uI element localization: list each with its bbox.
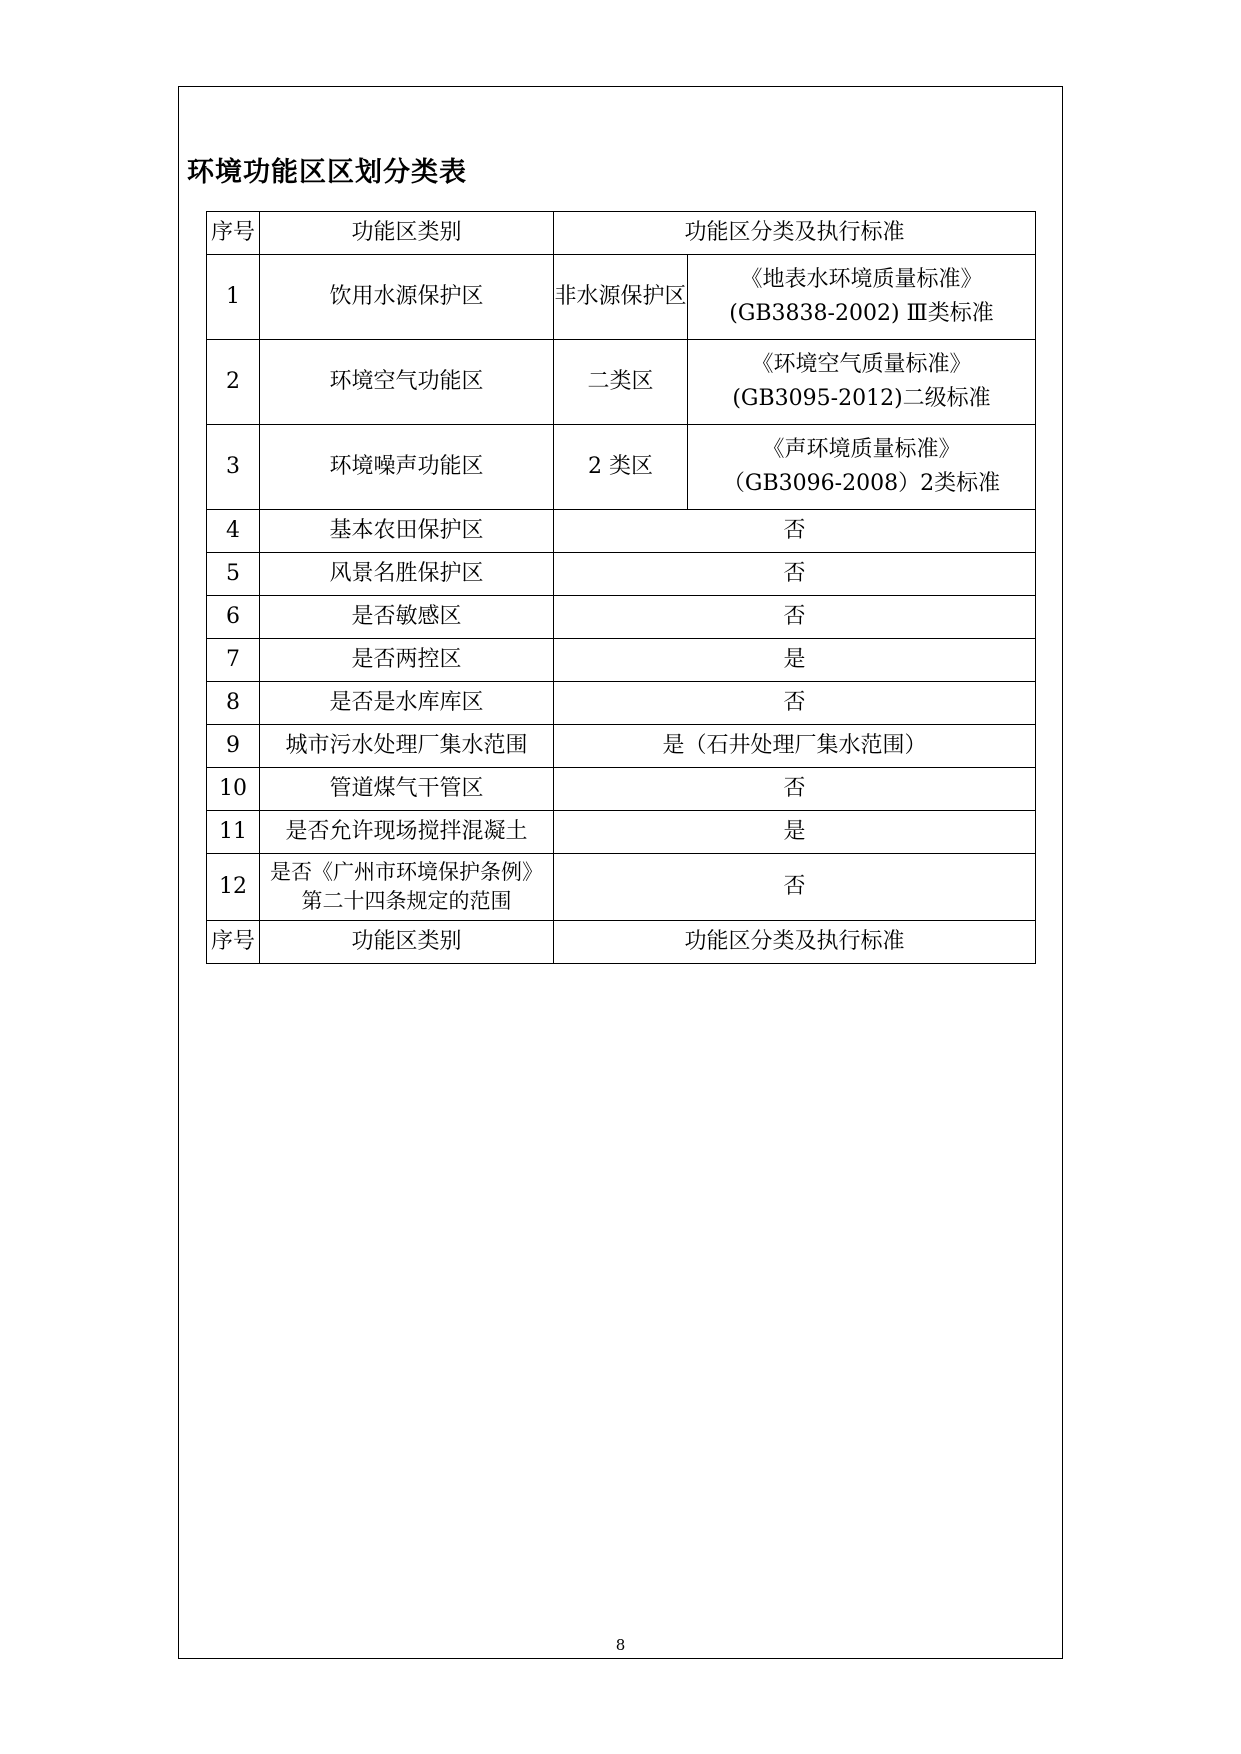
row-no: 9 bbox=[207, 725, 260, 768]
document-title: 环境功能区区划分类表 bbox=[187, 157, 467, 188]
standard-name: 《环境空气质量标准》 bbox=[751, 351, 972, 377]
row-zone: 二类区 bbox=[554, 340, 688, 425]
row-standard bbox=[688, 425, 1036, 510]
footer-standard: 功能区分类及执行标准 bbox=[554, 921, 1036, 964]
row-category: 是否是水库库区 bbox=[260, 682, 554, 725]
row-category: 环境噪声功能区 bbox=[260, 425, 554, 510]
row-value: 是 bbox=[554, 639, 1036, 682]
row-category: 风景名胜保护区 bbox=[260, 553, 554, 596]
table-row bbox=[207, 768, 1036, 811]
standard-code: (GB3838-2002) Ⅲ类标准 bbox=[729, 301, 994, 326]
footer-no: 序号 bbox=[207, 921, 260, 964]
category-line-2: 第二十四条规定的范围 bbox=[301, 889, 512, 913]
row-category: 饮用水源保护区 bbox=[260, 255, 554, 340]
row-category: 环境空气功能区 bbox=[260, 340, 554, 425]
table-row bbox=[207, 425, 1036, 510]
table-footer-row bbox=[207, 921, 1036, 964]
table-row bbox=[207, 340, 1036, 425]
header-category: 功能区类别 bbox=[260, 212, 554, 255]
row-value: 否 bbox=[554, 596, 1036, 639]
row-category: 是否敏感区 bbox=[260, 596, 554, 639]
page-number: 8 bbox=[615, 1636, 626, 1654]
zone-classification-table bbox=[206, 211, 1036, 964]
row-value: 否 bbox=[554, 682, 1036, 725]
row-category: 城市污水处理厂集水范围 bbox=[260, 725, 554, 768]
row-no: 8 bbox=[207, 682, 260, 725]
standard-name: 《地表水环境质量标准》 bbox=[740, 266, 983, 292]
row-category: 管道煤气干管区 bbox=[260, 768, 554, 811]
row-no: 4 bbox=[207, 510, 260, 553]
row-no: 2 bbox=[207, 340, 260, 425]
category-line-1: 是否《广州市环境保护条例》 bbox=[270, 859, 543, 884]
standard-code: （GB3096-2008）2类标准 bbox=[722, 471, 1001, 496]
row-category bbox=[260, 854, 554, 921]
row-no: 11 bbox=[207, 811, 260, 854]
row-value: 否 bbox=[554, 510, 1036, 553]
row-value: 否 bbox=[554, 553, 1036, 596]
row-no: 6 bbox=[207, 596, 260, 639]
row-category: 是否两控区 bbox=[260, 639, 554, 682]
row-no: 3 bbox=[207, 425, 260, 510]
row-no: 10 bbox=[207, 768, 260, 811]
row-value: 否 bbox=[554, 768, 1036, 811]
table-row bbox=[207, 510, 1036, 553]
table-row bbox=[207, 255, 1036, 340]
table-header-row bbox=[207, 212, 1036, 255]
row-value: 否 bbox=[554, 854, 1036, 921]
table-row bbox=[207, 811, 1036, 854]
row-category: 是否允许现场搅拌混凝土 bbox=[260, 811, 554, 854]
row-no: 12 bbox=[207, 854, 260, 921]
row-standard bbox=[688, 340, 1036, 425]
row-no: 1 bbox=[207, 255, 260, 340]
table-row bbox=[207, 639, 1036, 682]
row-value: 是 bbox=[554, 811, 1036, 854]
table-row bbox=[207, 596, 1036, 639]
row-value: 是（石井处理厂集水范围） bbox=[554, 725, 1036, 768]
header-standard: 功能区分类及执行标准 bbox=[554, 212, 1036, 255]
header-no: 序号 bbox=[207, 212, 260, 255]
table-row bbox=[207, 725, 1036, 768]
table-row bbox=[207, 553, 1036, 596]
standard-code: (GB3095-2012)二级标准 bbox=[732, 386, 991, 411]
footer-category: 功能区类别 bbox=[260, 921, 554, 964]
table-row bbox=[207, 854, 1036, 921]
row-zone: 非水源保护区 bbox=[554, 255, 688, 340]
row-standard bbox=[688, 255, 1036, 340]
standard-name: 《声环境质量标准》 bbox=[762, 436, 961, 462]
row-category: 基本农田保护区 bbox=[260, 510, 554, 553]
row-no: 7 bbox=[207, 639, 260, 682]
row-no: 5 bbox=[207, 553, 260, 596]
table-row bbox=[207, 682, 1036, 725]
row-zone: 2 类区 bbox=[554, 425, 688, 510]
